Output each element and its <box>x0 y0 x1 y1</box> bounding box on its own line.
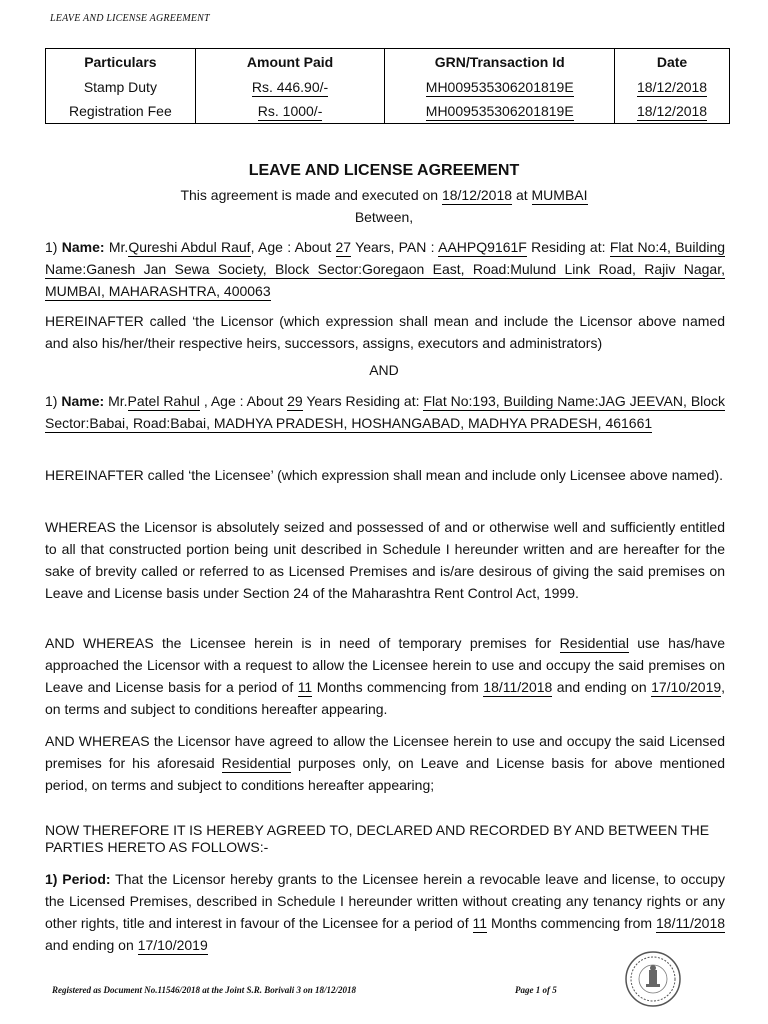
amount-cell: Rs. 446.90/- <box>195 75 385 99</box>
transaction-id-cell: MH009535306201819E <box>385 99 615 124</box>
whereas-paragraph-1: WHEREAS the Licensor is absolutely seized and possessed of and or otherwise well and sufficiently entitled to all that constructed portion being unit described in Schedule I hereunder written and are hereafter for the sake of brevity called or referred to as Licensed Premises and is/are desirous of giving the said premises on Leave and License basis under Section 24 of the Maharashtra Rent Control Act, 1999. <box>45 519 725 601</box>
licensor-name: Qureshi Abdul Rauf <box>128 239 251 255</box>
particular-cell: Registration Fee <box>46 99 196 124</box>
licensee-age: 29 <box>287 393 303 409</box>
start-date: 18/11/2018 <box>483 679 553 695</box>
licensee-address: Flat No:193, Building Name:JAG JEEVAN, Block Sector:Babai, Road:Babai, MADHYA PRADESH, HOSHANGABAD, MADHYA PRADESH, 461661 <box>45 393 726 431</box>
date-cell: 18/12/2018 <box>615 75 730 99</box>
column-header: Date <box>615 49 730 76</box>
licensor-paragraph: 1) Name: Mr.Qureshi Abdul Rauf, Age : About 27 Years, PAN : AAHPQ9161F Residing at: Flat No:4, Building Name:Ganesh Jan Sewa Society, Block Sector:Goregaon East, Road:Mulund Link Road, Rajiv Nagar, MUMBAI, MAHARASHTRA, 400063 <box>45 239 726 299</box>
fees-table <box>45 48 730 124</box>
licensor-address: Flat No:4, Building Name:Ganesh Jan Sewa Society, Block Sector:Goregaon East, Road:Mulund Link Road, Rajiv Nagar, MUMBAI, MAHARASHTRA, 400063 <box>45 239 726 299</box>
now-therefore-clause: NOW THEREFORE IT IS HEREBY AGREED TO, DECLARED AND RECORDED BY AND BETWEEN THE PARTIES HERETO AS FOLLOWS:- <box>45 822 710 855</box>
table-header-row <box>46 49 730 76</box>
transaction-id-cell: MH009535306201819E <box>385 75 615 99</box>
end-date: 17/10/2019 <box>137 937 208 953</box>
between-line: Between, <box>354 209 414 225</box>
purpose: Residential <box>221 755 291 771</box>
page-number: Page 1 of 5 <box>515 985 557 995</box>
whereas-paragraph-2: AND WHEREAS the Licensee herein is in need of temporary premises for Residential use has/have approached the Licensor with a request to allow the Licensee herein to use and occupy the said premises on Leave and License basis for a period of 11 Months commencing from 18/11/2018 and ending on 17/10/2019, on terms and subject to conditions hereafter appearing. <box>45 635 726 717</box>
and-separator: AND <box>369 362 399 378</box>
licensor-age: 27 <box>335 239 352 255</box>
date-cell: 18/12/2018 <box>615 99 730 124</box>
registration-footer: Registered as Document No.11546/2018 at the Joint S.R. Borivali 3 on 18/12/2018 <box>52 985 357 995</box>
licensor-pan: AAHPQ9161F <box>438 239 527 255</box>
execution-date: 18/12/2018 <box>441 187 513 203</box>
column-header: GRN/Transaction Id <box>385 49 615 76</box>
licensee-paragraph: 1) Name: Mr.Patel Rahul , Age : About 29 Years Residing at: Flat No:193, Building Name:JAG JEEVAN, Block Sector:Babai, Road:Babai, MADHYA PRADESH, HOSHANGABAD, MADHYA PRADESH, 461661 <box>45 393 726 431</box>
licensor-clause: HEREINAFTER called ‘the Licensor (which expression shall mean and include the Licensor above named and also his/her/their respective heirs, successors, assigns, executors and administrators) <box>45 313 725 351</box>
intro-line: This agreement is made and executed on 18/12/2018 at MUMBAI <box>180 187 588 203</box>
whereas-paragraph-3: AND WHEREAS the Licensor have agreed to allow the Licensee herein to use and occupy the said Licensed premises for his aforesaid Residential purposes only, on Leave and License basis for above mentioned period, on terms and subject to conditions hereafter appearing; <box>45 733 725 793</box>
period-months: 11 <box>297 679 313 695</box>
purpose: Residential <box>559 635 629 651</box>
amount-cell: Rs. 1000/- <box>195 99 385 124</box>
licensee-clause: HEREINAFTER called ‘the Licensee’ (which expression shall mean and include only Licensee above named). <box>45 467 724 483</box>
document-title: LEAVE AND LICENSE AGREEMENT <box>248 162 520 179</box>
execution-place: MUMBAI <box>531 187 588 203</box>
period-clause: 1) Period: That the Licensor hereby grants to the Licensee herein a revocable leave and license, to occupy the Licensed Premises, described in Schedule I hereunder written without creating any tenancy rights or any other rights, title and interest in favour of the Licensee for a period of 11 Months commencing from 18/11/2018 and ending on 17/10/2019 <box>45 871 726 953</box>
end-date: 17/10/2019 <box>651 679 722 695</box>
column-header: Amount Paid <box>195 49 385 76</box>
running-header: LEAVE AND LICENSE AGREEMENT <box>50 13 210 24</box>
particular-cell: Stamp Duty <box>46 75 196 99</box>
official-seal-icon <box>624 950 682 1008</box>
licensee-name: Patel Rahul <box>127 393 200 409</box>
period-months: 11 <box>472 915 488 931</box>
start-date: 18/11/2018 <box>656 915 726 931</box>
column-header: Particulars <box>46 49 196 76</box>
table-row <box>46 99 730 124</box>
table-row <box>46 75 730 99</box>
